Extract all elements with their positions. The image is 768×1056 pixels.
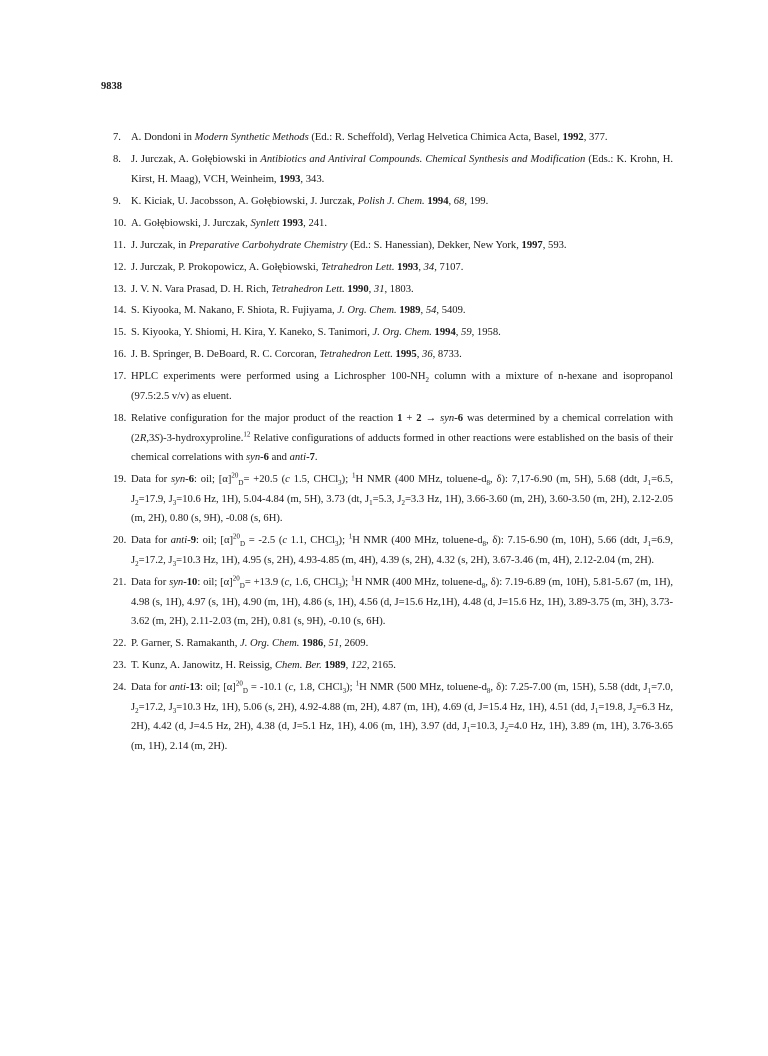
reference-text: [131, 150, 673, 189]
reference-text-run: 34: [423, 261, 435, 273]
reference-item: [113, 573, 673, 632]
reference-text-run: , 377.: [583, 132, 608, 143]
reference-number: 17.: [113, 371, 127, 383]
reference-text-run: );: [341, 474, 352, 486]
reference-text-run: =6.9, J: [131, 535, 673, 566]
reference-text-run: 1994: [427, 195, 449, 207]
reference-text-run: ,: [323, 638, 329, 650]
reference-text-run: =7.0, J: [131, 682, 673, 713]
reference-text-run: S. Kiyooka, Y. Shiomi, H. Kira, Y. Kaneko, S. Tanimori,: [131, 327, 373, 339]
reference-text-run: J. B. Springer, B. DeBoard, R. C. Corcoran,: [131, 349, 320, 361]
reference-text-run: 8: [482, 540, 486, 549]
reference-number: 16.: [113, 349, 127, 361]
reference-text-run: , 1803.: [384, 283, 414, 295]
page-number: 9838: [101, 81, 122, 92]
reference-text-run: (Ed.: S. Hanessian), Dekker, New York,: [347, 239, 522, 251]
reference-text-run: 1: [647, 540, 652, 549]
reference-text-run: H NMR (400 MHz, toluene-d: [354, 576, 482, 588]
reference-text: [131, 258, 673, 278]
reference-text-run: 2: [632, 706, 636, 715]
reference-number: 20.: [113, 535, 127, 547]
reference-text-run: Antibiotics and Antiviral Compounds. Chemical Synthesis and Modification: [260, 153, 586, 165]
reference-text-run: J. V. N. Vara Prasad, D. H. Rich,: [131, 283, 272, 295]
reference-text-run: J. Jurczak, A. Gołębiowski in: [131, 153, 261, 165]
reference-text-run: , 7107.: [434, 261, 464, 273]
reference-text-run: ,3: [146, 432, 155, 444]
reference-number: 12.: [113, 261, 127, 273]
reference-text-run: Data for: [131, 474, 172, 486]
reference-text: [131, 470, 673, 529]
reference-text-run: =17.9, J: [138, 493, 173, 505]
reference-text-run: 2: [504, 726, 509, 735]
reference-text-run: -6: [260, 452, 269, 464]
reference-text-run: 2: [135, 706, 139, 715]
reference-text-run: anti: [169, 682, 186, 694]
reference-text-run: 31: [373, 283, 385, 295]
reference-text-run: J. Jurczak, P. Prokopowicz, A. Gołębiowski,: [131, 261, 322, 273]
reference-text-run: );: [341, 576, 352, 588]
reference-text: [131, 656, 673, 676]
reference-text-run: (Ed.: R. Scheffold), Verlag Helvetica Chimica Acta, Basel,: [308, 132, 563, 143]
reference-item: [113, 323, 673, 343]
reference-text-run: =10.3 Hz, 1H), 4.95 (s, 2H), 4.93-4.85 (m, 4H), 4.39 (s, 2H), 4.32 (s, 2H), 3.67-3.46 (m, 4H), 2.12-2.04 (m, 2H).: [176, 554, 654, 566]
reference-text-run: =19.8, J: [598, 701, 633, 713]
reference-item: [113, 531, 673, 570]
reference-text-run: 68: [453, 195, 465, 207]
reference-text-run: -6: [454, 413, 464, 425]
reference-text: [131, 301, 673, 321]
reference-text-run: ,: [368, 283, 374, 295]
reference-number: 7.: [113, 132, 121, 143]
reference-text-run: 59: [461, 327, 472, 339]
reference-text-run: ,: [345, 660, 351, 672]
reference-text-run: 51: [328, 638, 340, 650]
reference-text-run: Relative configurations of adducts formed in other reactions were established on the basis of their chemical correlations with: [131, 432, 673, 464]
reference-item: [113, 258, 673, 278]
reference-text-run: D: [240, 540, 246, 549]
reference-text: [131, 367, 673, 406]
reference-text: [131, 678, 673, 756]
reference-text-run: , δ): 7,17-6.90 (m, 5H), 5.68 (ddt, J: [490, 474, 648, 486]
reference-text-run: );: [346, 682, 356, 694]
reference-text-run: J. Org. Chem.: [240, 638, 300, 650]
reference-text: [131, 531, 673, 570]
reference-text-run: 1997: [521, 239, 543, 251]
reference-text-run: Tetrahedron Lett.: [271, 283, 345, 295]
reference-item: [113, 192, 673, 212]
reference-text-run: , 2165.: [366, 660, 396, 672]
reference-text-run: , 343.: [300, 173, 325, 185]
reference-text-run: 1993: [397, 261, 419, 273]
reference-text-run: =3.3 Hz, 1H), 3.66-3.60 (m, 2H), 3.60-3.50 (m, 2H), 2.12-2.05 (m, 2H), 0.80 (s, 9H), -0.08 (s, 6H).: [131, 493, 673, 525]
reference-item: [113, 128, 673, 148]
reference-text-run: 3: [338, 479, 342, 488]
reference-text: [131, 634, 673, 654]
reference-text-run: ,: [420, 305, 426, 317]
reference-text-run: 2: [135, 498, 139, 507]
reference-text-run: : oil; [α]: [200, 682, 236, 694]
reference-text-run: = -10.1 (: [247, 682, 289, 694]
reference-text-run: -7: [306, 452, 315, 464]
reference-text-run: 2: [416, 413, 422, 425]
reference-text: [131, 573, 673, 632]
reference-item: [113, 409, 673, 468]
reference-text-run: 1994: [434, 327, 456, 339]
reference-text-run: 1: [352, 471, 356, 480]
reference-text-run: (Eds.: K. Krohn, H. Kirst, H. Maag), VCH, Weinheim,: [131, 153, 673, 185]
reference-text: [131, 323, 673, 343]
reference-item: [113, 345, 673, 365]
reference-text-run: A. Dondoni in: [131, 132, 195, 143]
reference-text-run: syn: [171, 474, 186, 486]
reference-text-run: ,: [416, 349, 423, 361]
reference-text-run: Chem. Ber.: [274, 660, 322, 672]
reference-text-run: 1989: [324, 660, 346, 672]
reference-text-run: 1995: [395, 349, 417, 361]
reference-text-run: Preparative Carbohydrate Chemistry: [188, 239, 348, 251]
reference-item: [113, 214, 673, 234]
reference-text-run: H NMR (500 MHz, toluene-d: [359, 682, 487, 694]
reference-text-run: : oil; [α]: [194, 474, 232, 486]
reference-text-run: and: [268, 452, 290, 464]
reference-number: 10.: [113, 217, 127, 229]
reference-text-run: =10.3 Hz, 1H), 5.06 (s, 2H), 4.92-4.88 (m, 2H), 4.87 (m, 1H), 4.69 (d, J=15.4 Hz, 1H), 4.51 (dd, J: [176, 701, 595, 713]
reference-text-run: , 199.: [464, 195, 489, 207]
reference-text-run: 2: [401, 498, 405, 507]
reference-text-run: =4.0 Hz, 1H), 3.89 (m, 1H), 3.76-3.65 (m, 1H), 2.14 (m, 2H).: [131, 721, 673, 752]
reference-number: 13.: [113, 283, 127, 295]
reference-text-run: =10.6 Hz, 1H), 5.04-4.84 (m, 5H), 3.73 (dt, J: [176, 493, 370, 505]
reference-text-run: =10.3, J: [470, 721, 505, 733]
reference-text-run: 36: [422, 349, 433, 361]
reference-text-run: anti: [289, 452, 307, 464]
reference-text-run: +: [402, 413, 417, 425]
reference-text-run: =17.2, J: [138, 701, 173, 713]
reference-text-run: c: [288, 682, 294, 694]
reference-text-run: Synlett: [250, 217, 280, 229]
reference-item: [113, 236, 673, 256]
reference-text-run: 8: [481, 582, 486, 591]
reference-text-run: , 5409.: [436, 305, 466, 317]
reference-text-run: 2: [425, 376, 430, 385]
reference-text-run: 3: [342, 687, 347, 696]
reference-item: [113, 301, 673, 321]
reference-text-run: 1: [348, 532, 353, 541]
reference-number: 22.: [113, 638, 127, 650]
reference-text-run: );: [338, 535, 349, 547]
reference-text-run: 1: [397, 413, 403, 425]
reference-text-run: R: [139, 432, 147, 444]
reference-text-run: 1: [466, 726, 471, 735]
reference-text-run: J. Org. Chem.: [372, 327, 432, 339]
reference-text-run: =17.2, J: [138, 554, 173, 566]
reference-text-run: Data for: [131, 682, 170, 694]
reference-text-run: Polish J. Chem.: [357, 195, 425, 207]
reference-text: [131, 236, 673, 256]
reference-text-run: , 241.: [303, 217, 327, 229]
reference-text-run: -9: [187, 535, 197, 547]
reference-text-run: Tetrahedron Lett.: [321, 261, 395, 273]
reference-text-run: c: [282, 535, 288, 547]
reference-text-run: D: [242, 687, 248, 696]
reference-text-run: , 593.: [542, 239, 567, 251]
reference-text-run: 3: [335, 540, 339, 549]
reference-number: 21.: [113, 576, 127, 588]
reference-text-run: , 1.8, CHCl: [293, 682, 343, 694]
reference-item: [113, 150, 673, 189]
reference-text-run: Relative configuration for the major product of the reaction: [131, 413, 398, 425]
reference-text-run: 1: [647, 687, 652, 696]
reference-text-run: 1.1, CHCl: [287, 535, 336, 547]
reference-text-run: =6.5, J: [131, 474, 673, 505]
reference-number: 14.: [113, 305, 127, 317]
reference-number: 9.: [113, 195, 121, 207]
reference-number: 11.: [113, 239, 126, 251]
reference-text-run: →: [421, 413, 441, 425]
reference-text-run: was determined by a chemical correlation with (2: [131, 413, 674, 444]
reference-text-run: -10: [183, 576, 198, 588]
reference-text-run: D: [238, 479, 244, 488]
reference-text-run: 2: [135, 560, 139, 569]
reference-text-run: : oil; [α]: [197, 576, 233, 588]
reference-text-run: 122: [350, 660, 367, 672]
reference-text-run: = -2.5 (: [245, 535, 283, 547]
reference-text-run: S: [154, 432, 160, 444]
reference-text-run: 1: [369, 498, 373, 507]
reference-text-run: ,: [418, 261, 424, 273]
reference-list: [113, 128, 673, 759]
reference-text: [131, 214, 673, 234]
reference-text-run: 1: [355, 679, 360, 688]
reference-text-run: syn: [440, 413, 455, 425]
reference-text-run: 1989: [399, 305, 421, 317]
reference-text-run: , δ): 7.25-7.00 (m, 15H), 5.58 (ddt, J: [490, 682, 648, 694]
reference-text-run: : oil; [α]: [196, 535, 234, 547]
reference-item: [113, 280, 673, 300]
reference-text-run: 54: [425, 305, 437, 317]
reference-number: 23.: [113, 660, 127, 672]
reference-text: [131, 192, 673, 212]
reference-text-run: H NMR (400 MHz, toluene-d: [355, 474, 487, 486]
reference-text-run: P. Garner, S. Ramakanth,: [131, 638, 241, 650]
reference-number: 18.: [113, 413, 127, 425]
reference-text-run: 3: [172, 706, 177, 715]
reference-text-run: 1: [647, 479, 652, 488]
reference-text-run: = +20.5 (: [243, 474, 286, 486]
reference-text-run: 1986: [302, 638, 324, 650]
reference-text-run: 1990: [347, 283, 369, 295]
reference-text-run: = +13.9 (: [244, 576, 285, 588]
reference-text-run: Data for: [131, 535, 171, 547]
reference-number: 19.: [113, 474, 127, 486]
reference-item: [113, 367, 673, 406]
reference-text: [131, 409, 673, 468]
reference-item: [113, 634, 673, 654]
reference-text-run: K. Kiciak, U. Jacobsson, A. Gołębiowski, J. Jurczak,: [131, 195, 358, 207]
reference-text-run: c: [284, 576, 290, 588]
reference-number: 8.: [113, 153, 121, 165]
reference-text-run: 1993: [279, 173, 301, 185]
reference-text-run: , δ): 7.15-6.90 (m, 10H), 5.66 (ddt, J: [486, 535, 648, 547]
reference-text-run: , δ): 7.19-6.89 (m, 10H), 5.81-5.67 (m, 1H), 4.98 (s, 1H), 4.97 (s, 1H), 4.90 (m, 1H), 4.86 (s, 1H), 4.56 (d, J=15.6 Hz,1H), 4.48 (d, J=15.6 Hz, 1H), 3.89-3.75 (m, 3H), 3.73-3.62 (m, 2H), 2.11-2.03 (m, 2H), 0.81 (s, 9H), -0.10 (s, 6H).: [131, 576, 673, 628]
reference-text: [131, 128, 673, 148]
reference-text-run: 20: [232, 574, 240, 583]
reference-item: [113, 656, 673, 676]
reference-text-run: 1992: [562, 132, 584, 143]
reference-text-run: , 2609.: [339, 638, 369, 650]
reference-text-run: .: [314, 452, 318, 464]
reference-text-run: =5.3, J: [372, 493, 402, 505]
reference-text-run: S. Kiyooka, M. Nakano, F. Shiota, R. Fujiyama,: [131, 305, 338, 317]
reference-text-run: 8: [486, 479, 491, 488]
reference-text: [131, 345, 673, 365]
reference-text-run: )-3-hydroxyproline.: [159, 432, 244, 444]
reference-text-run: -13: [185, 682, 201, 694]
reference-item: [113, 678, 673, 756]
reference-text-run: D: [239, 582, 245, 591]
reference-text-run: Modern Synthetic Methods: [194, 132, 309, 143]
reference-text-run: 20: [233, 532, 241, 541]
reference-text-run: T. Kunz, A. Janowitz, H. Reissig,: [131, 660, 275, 672]
reference-text-run: Tetrahedron Lett.: [319, 349, 393, 361]
reference-text-run: 3: [172, 498, 177, 507]
reference-text-run: 20: [235, 679, 243, 688]
reference-text-run: H NMR (400 MHz, toluene-d: [352, 535, 483, 547]
reference-text-run: , 1.6, CHCl: [289, 576, 339, 588]
reference-number: 24.: [113, 682, 127, 694]
reference-text-run: 1993: [281, 217, 304, 229]
reference-text: [131, 280, 673, 300]
reference-text-run: 3: [338, 582, 342, 591]
reference-text-run: -6: [185, 474, 194, 486]
reference-text-run: 8: [486, 687, 491, 696]
reference-text-run: anti: [170, 535, 188, 547]
reference-text-run: syn: [169, 576, 184, 588]
reference-text-run: c: [285, 474, 290, 486]
reference-number: 15.: [113, 327, 127, 339]
reference-text-run: J. Jurczak, in: [131, 239, 189, 251]
reference-text-run: HPLC experiments were performed using a Lichrospher 100-NH: [131, 371, 426, 383]
reference-text-run: , 8733.: [432, 349, 462, 361]
reference-item: [113, 470, 673, 529]
reference-text-run: ,: [448, 195, 454, 207]
reference-text-run: 1: [351, 574, 355, 583]
reference-text-run: syn: [246, 452, 261, 464]
reference-text-run: =6.3 Hz, 2H), 4.42 (d, J=4.5 Hz, 2H), 4.38 (d, J=5.1 Hz, 1H), 4.06 (m, 1H), 3.97 (dd, J: [131, 701, 673, 733]
reference-text-run: 1.5, CHCl: [289, 474, 339, 486]
reference-text-run: A. Gołębiowski, J. Jurczak,: [131, 217, 251, 229]
reference-text-run: 3: [172, 560, 177, 569]
reference-text-run: 20: [231, 471, 239, 480]
reference-text-run: Data for: [131, 576, 170, 588]
reference-text-run: J. Org. Chem.: [337, 305, 397, 317]
reference-text-run: ,: [455, 327, 462, 339]
reference-text-run: 12: [243, 430, 251, 439]
reference-text-run: 1: [594, 706, 599, 715]
reference-text-run: column with a mixture of n-hexane and isopropanol (97.5:2.5 v/v) as eluent.: [131, 371, 674, 403]
reference-text-run: , 1958.: [471, 327, 501, 339]
